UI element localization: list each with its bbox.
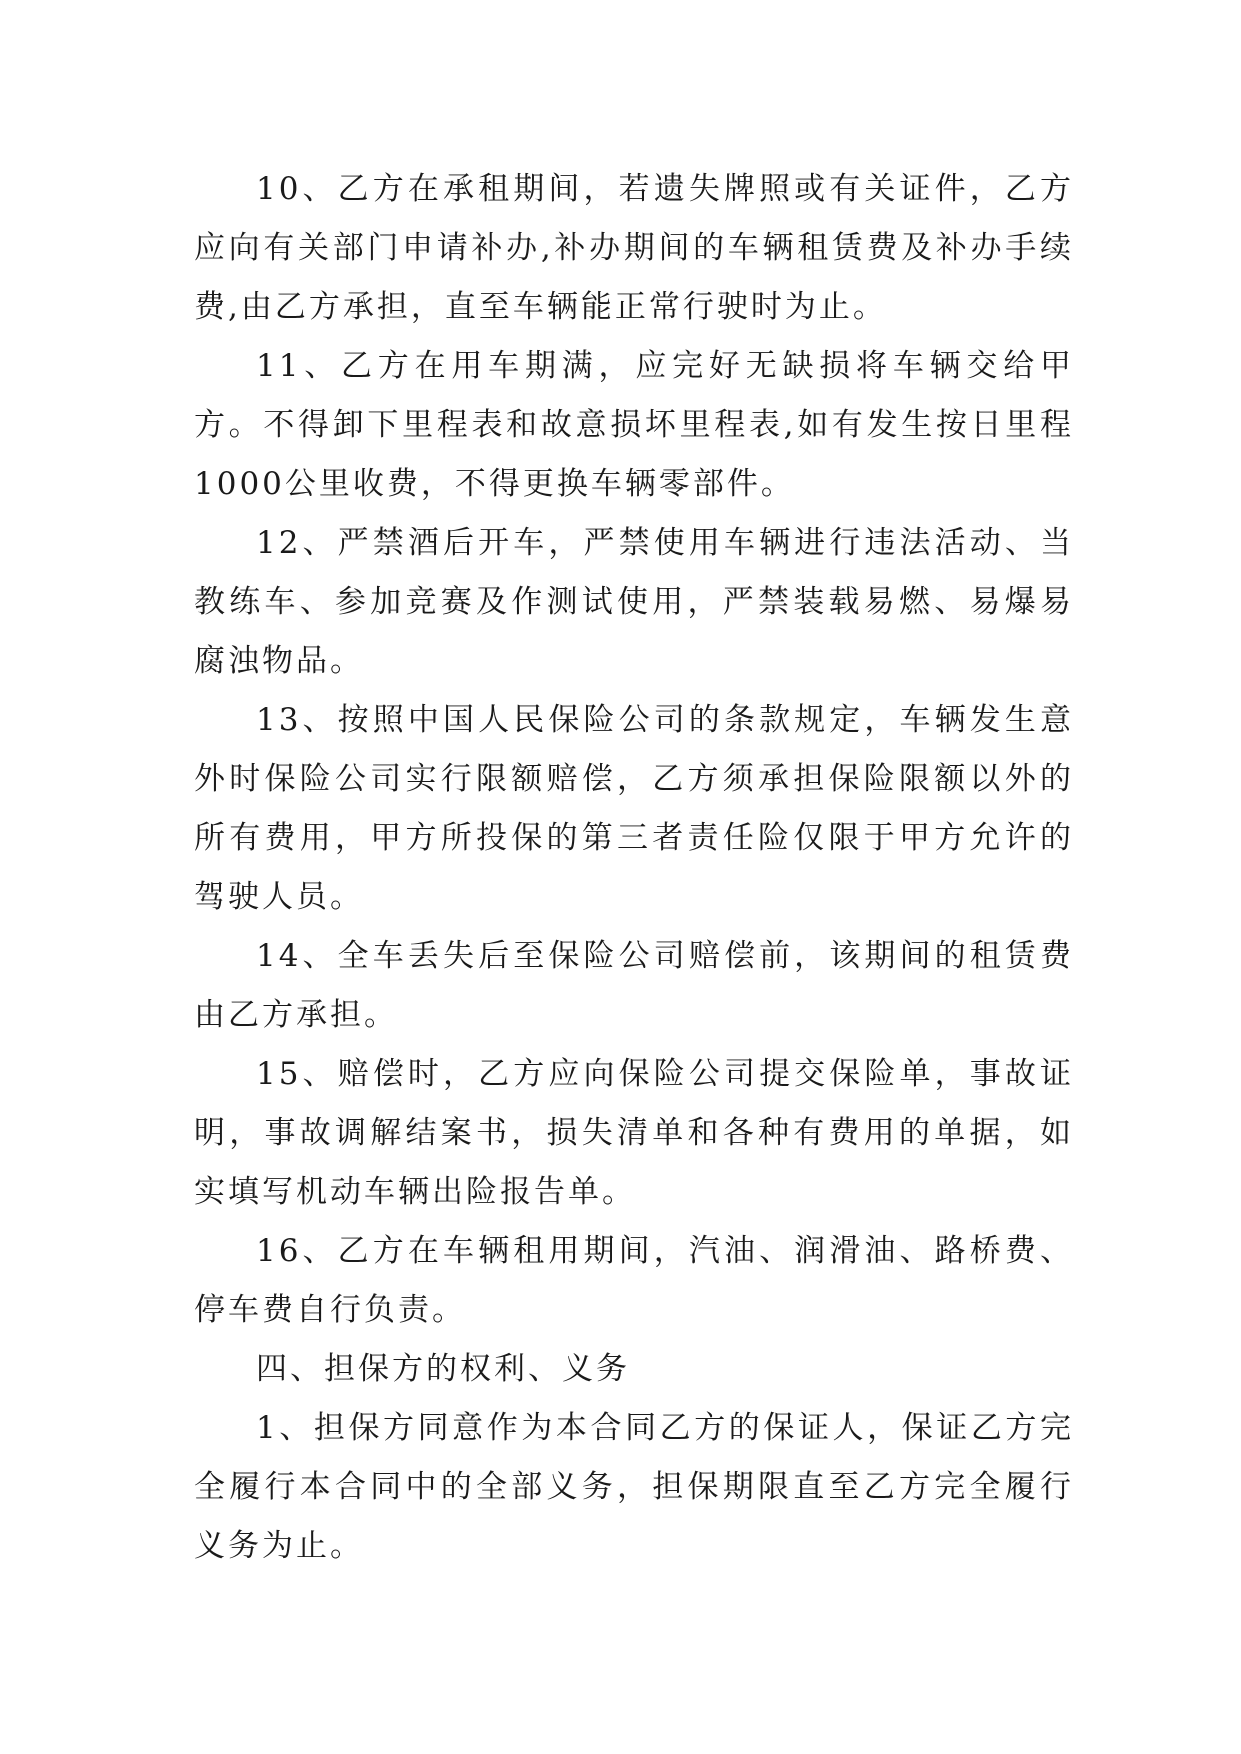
guarantor-clause-1-paragraph: 1、担保方同意作为本合同乙方的保证人，保证乙方完全履行本合同中的全部义务，担保期限直至乙方完全履行义务为止。 [194,1410,1074,1564]
clause-11-paragraph: 11、乙方在用车期满，应完好无缺损将车辆交给甲方。不得卸下里程表和故意损坏里程表,如有发生按日里程 1000公里收费，不得更换车辆零部件。 [194,348,1074,502]
clause-13-paragraph: 13、按照中国人民保险公司的条款规定，车辆发生意外时保险公司实行限额赔偿，乙方须承担保险限额以外的所有费用，甲方所投保的第三者责任险仅限于甲方允许的驾驶人员。 [194,702,1074,915]
section-heading-guarantor: 四、担保方的权利、义务 [256,1351,630,1387]
clause-10-paragraph: 10、乙方在承租期间，若遗失牌照或有关证件，乙方应向有关部门申请补办,补办期间的车辆租赁费及补办手续费,由乙方承担，直至车辆能正常行驶时为止。 [194,171,1074,325]
document-body [194,160,1074,1576]
clause-12-paragraph: 12、严禁酒后开车，严禁使用车辆进行违法活动、当教练车、参加竞赛及作测试使用，严禁装载易燃、易爆易腐浊物品。 [194,525,1074,679]
clause-15-paragraph: 15、赔偿时，乙方应向保险公司提交保险单，事故证明，事故调解结案书，损失清单和各种有费用的单据，如实填写机动车辆出险报告单。 [194,1056,1074,1210]
clause-14-paragraph: 14、全车丢失后至保险公司赔偿前，该期间的租赁费由乙方承担。 [194,938,1074,1033]
clause-16-paragraph: 16、乙方在车辆租用期间，汽油、润滑油、路桥费、停车费自行负责。 [194,1233,1074,1328]
